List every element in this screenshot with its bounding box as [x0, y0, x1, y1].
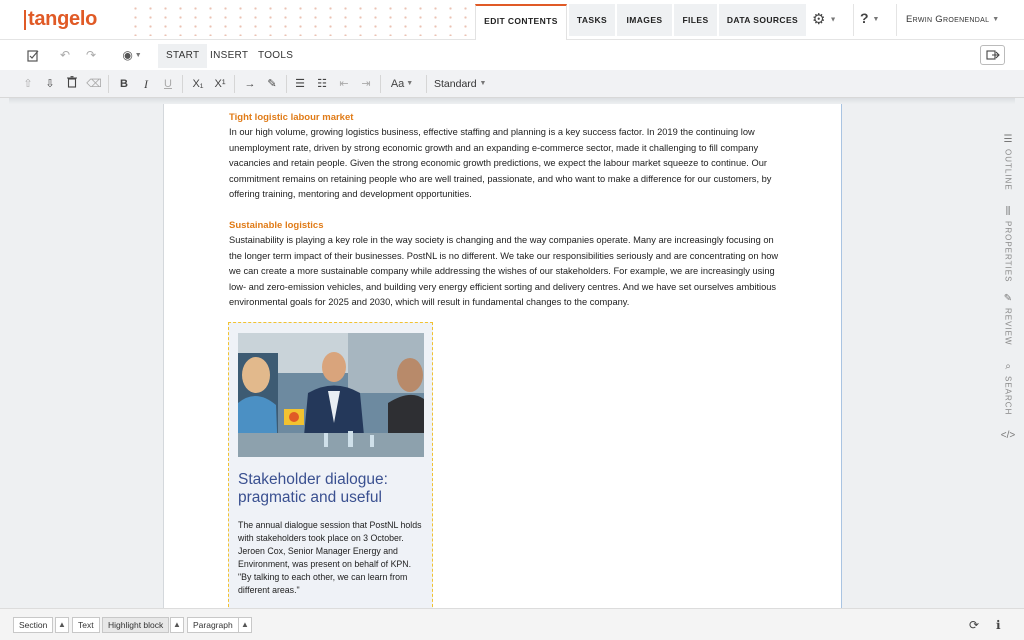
chevron-down-icon: ▼ — [872, 15, 880, 23]
panel-label: OUTLINE — [1003, 149, 1013, 191]
outline-icon: ☰ — [1003, 134, 1013, 145]
chevron-up-icon[interactable]: ▲ — [55, 617, 69, 633]
panel-label: SEARCH — [1003, 376, 1013, 416]
panel-outline[interactable] — [998, 134, 1018, 193]
divider — [853, 4, 854, 36]
bullet-list-icon[interactable]: ☰ — [295, 78, 305, 90]
chevron-down-icon: ▼ — [479, 80, 487, 88]
search-icon: ⌕ — [1005, 361, 1011, 372]
app-logo-text: tangelo — [28, 8, 98, 30]
undo-icon[interactable]: ↶ — [59, 48, 71, 62]
user-name: Erwin Groenendal — [906, 14, 990, 25]
exit-icon — [981, 46, 1004, 64]
app-logo[interactable] — [24, 8, 97, 31]
top-bar — [0, 0, 1024, 40]
section-sustainable-logistics[interactable] — [229, 219, 779, 311]
highlight-title[interactable]: Stakeholder dialogue: pragmatic and useful — [238, 471, 388, 506]
stakeholder-photo[interactable] — [238, 333, 424, 457]
side-panel — [994, 130, 1022, 450]
arrow-right-icon[interactable]: → — [244, 78, 256, 90]
breadcrumb-text[interactable]: Text — [72, 617, 100, 633]
toolbar-shadow — [9, 98, 1015, 104]
chevron-down-icon: ▼ — [829, 16, 837, 24]
section-labour-market[interactable] — [229, 111, 779, 203]
divider — [286, 75, 287, 93]
section-paragraph[interactable]: In our high volume, growing logistics business, effective staffing and planning is a key success factor. In 2019 the continuing low unemployment rate, driven by strong economic growth and an expanding e-commerce sector, made it challenging to fill company vacancies and retain people. Given the strong economic growth predictions, we expect the labour market squeeze to continue. Our commitment remains on retaining people who are well trained, passionate, and who want to make a difference for our customers, by offering training, mentoring and development opportunities. — [229, 127, 772, 200]
indent-icon[interactable]: ⇥ — [361, 78, 371, 90]
divider — [108, 75, 109, 93]
chevron-up-icon[interactable]: ▲ — [238, 617, 252, 633]
divider — [896, 4, 897, 36]
divider — [182, 75, 183, 93]
ribbon-tab-insert[interactable]: INSERT — [210, 50, 249, 61]
highlight-block[interactable] — [228, 322, 433, 608]
user-menu[interactable] — [906, 14, 999, 25]
breadcrumb-section[interactable]: Section — [13, 617, 53, 633]
properties-icon: ⫼ — [1005, 206, 1011, 217]
section-heading[interactable]: Sustainable logistics — [229, 220, 324, 231]
exit-button[interactable] — [980, 45, 1005, 65]
panel-label: REVIEW — [1003, 308, 1013, 346]
view-mode-menu[interactable] — [118, 48, 146, 62]
superscript-icon[interactable]: X¹ — [214, 78, 226, 90]
tab-edit-contents[interactable]: EDIT CONTENTS — [475, 4, 567, 41]
settings-menu[interactable] — [812, 10, 846, 30]
gear-icon: ⚙ — [812, 11, 826, 28]
redo-icon[interactable]: ↷ — [85, 48, 97, 62]
chevron-down-icon: ▼ — [404, 80, 414, 88]
info-icon[interactable]: ℹ — [996, 618, 1001, 632]
highlight-body[interactable]: The annual dialogue session that PostNL holds with stakeholders took place on 3 October. Jeroen Cox, Senior Manager Energy and Environment, was present on behalf of KPN. "By talking to each other, we can learn from different areas." — [238, 520, 422, 595]
help-icon: ? — [860, 10, 869, 26]
review-icon: ✎ — [1003, 293, 1013, 304]
marker-icon[interactable]: ✎ — [267, 78, 277, 90]
status-bar — [0, 608, 1024, 640]
font-size-icon: Aa — [390, 78, 405, 90]
ribbon-bar — [0, 40, 1024, 70]
format-toolbar — [0, 70, 1024, 98]
paragraph-style-value: Standard — [434, 78, 477, 90]
breadcrumb-highlight-block[interactable]: Highlight block — [102, 617, 169, 633]
font-size-menu[interactable] — [388, 76, 416, 92]
section-paragraph[interactable]: Sustainability is playing a key role in the way society is changing and the way companies operate. Many are increasingly focusing on the longer term impact of their businesses. PostNL is no different. We take our responsibilities seriously and are concentrating on how we can create a more sustainable company while addressing the wishes of our stakeholders. For example, we are increasingly using low- and zero-emission vehicles, and building very energy efficient sorting and delivery centres. And we have set ourselves ambitious environmental goals for 2025 and 2030, which will result in fundamental changes to the company. — [229, 235, 779, 308]
eye-icon: ◉ — [122, 48, 133, 62]
ribbon-tab-tools[interactable]: TOOLS — [258, 50, 294, 61]
document-page[interactable] — [163, 98, 842, 608]
refresh-icon[interactable]: ⟳ — [969, 618, 980, 632]
help-menu[interactable] — [860, 10, 890, 30]
move-up-icon[interactable]: ⇧ — [23, 78, 33, 90]
divider — [380, 75, 381, 93]
ribbon-tab-start[interactable]: START — [158, 44, 207, 68]
chevron-down-icon: ▼ — [132, 51, 142, 59]
chevron-down-icon: ▼ — [992, 15, 1000, 23]
divider — [426, 75, 427, 93]
move-down-icon[interactable]: ⇩ — [45, 78, 55, 90]
divider — [234, 75, 235, 93]
paragraph-style-select[interactable] — [434, 76, 486, 92]
tab-tasks[interactable]: TASKS — [569, 4, 615, 36]
panel-code[interactable] — [998, 430, 1018, 441]
bold-icon[interactable]: B — [120, 78, 128, 90]
outdent-icon[interactable]: ⇤ — [339, 78, 349, 90]
underline-icon[interactable]: U — [164, 78, 172, 90]
tab-files[interactable]: FILES — [674, 4, 717, 36]
tab-data-sources[interactable]: DATA SOURCES — [719, 4, 806, 36]
tab-images[interactable]: IMAGES — [617, 4, 672, 36]
breadcrumb-paragraph[interactable]: Paragraph — [187, 617, 239, 633]
code-icon: </> — [1000, 430, 1016, 441]
chevron-up-icon[interactable]: ▲ — [170, 617, 184, 633]
panel-label: PROPERTIES — [1003, 221, 1013, 283]
document-check-icon[interactable] — [26, 48, 40, 62]
delete-icon[interactable] — [64, 76, 80, 92]
numbered-list-icon[interactable]: ☷ — [317, 78, 327, 90]
panel-search[interactable] — [998, 361, 1018, 417]
section-heading[interactable]: Tight logistic labour market — [229, 112, 354, 123]
eraser-icon[interactable]: ⌫ — [86, 78, 102, 90]
italic-icon[interactable]: I — [144, 77, 148, 91]
subscript-icon[interactable]: X₁ — [192, 78, 204, 90]
panel-review[interactable] — [998, 293, 1018, 348]
document-area — [0, 98, 1024, 608]
decorative-dots — [128, 4, 468, 36]
panel-properties[interactable] — [998, 206, 1018, 284]
